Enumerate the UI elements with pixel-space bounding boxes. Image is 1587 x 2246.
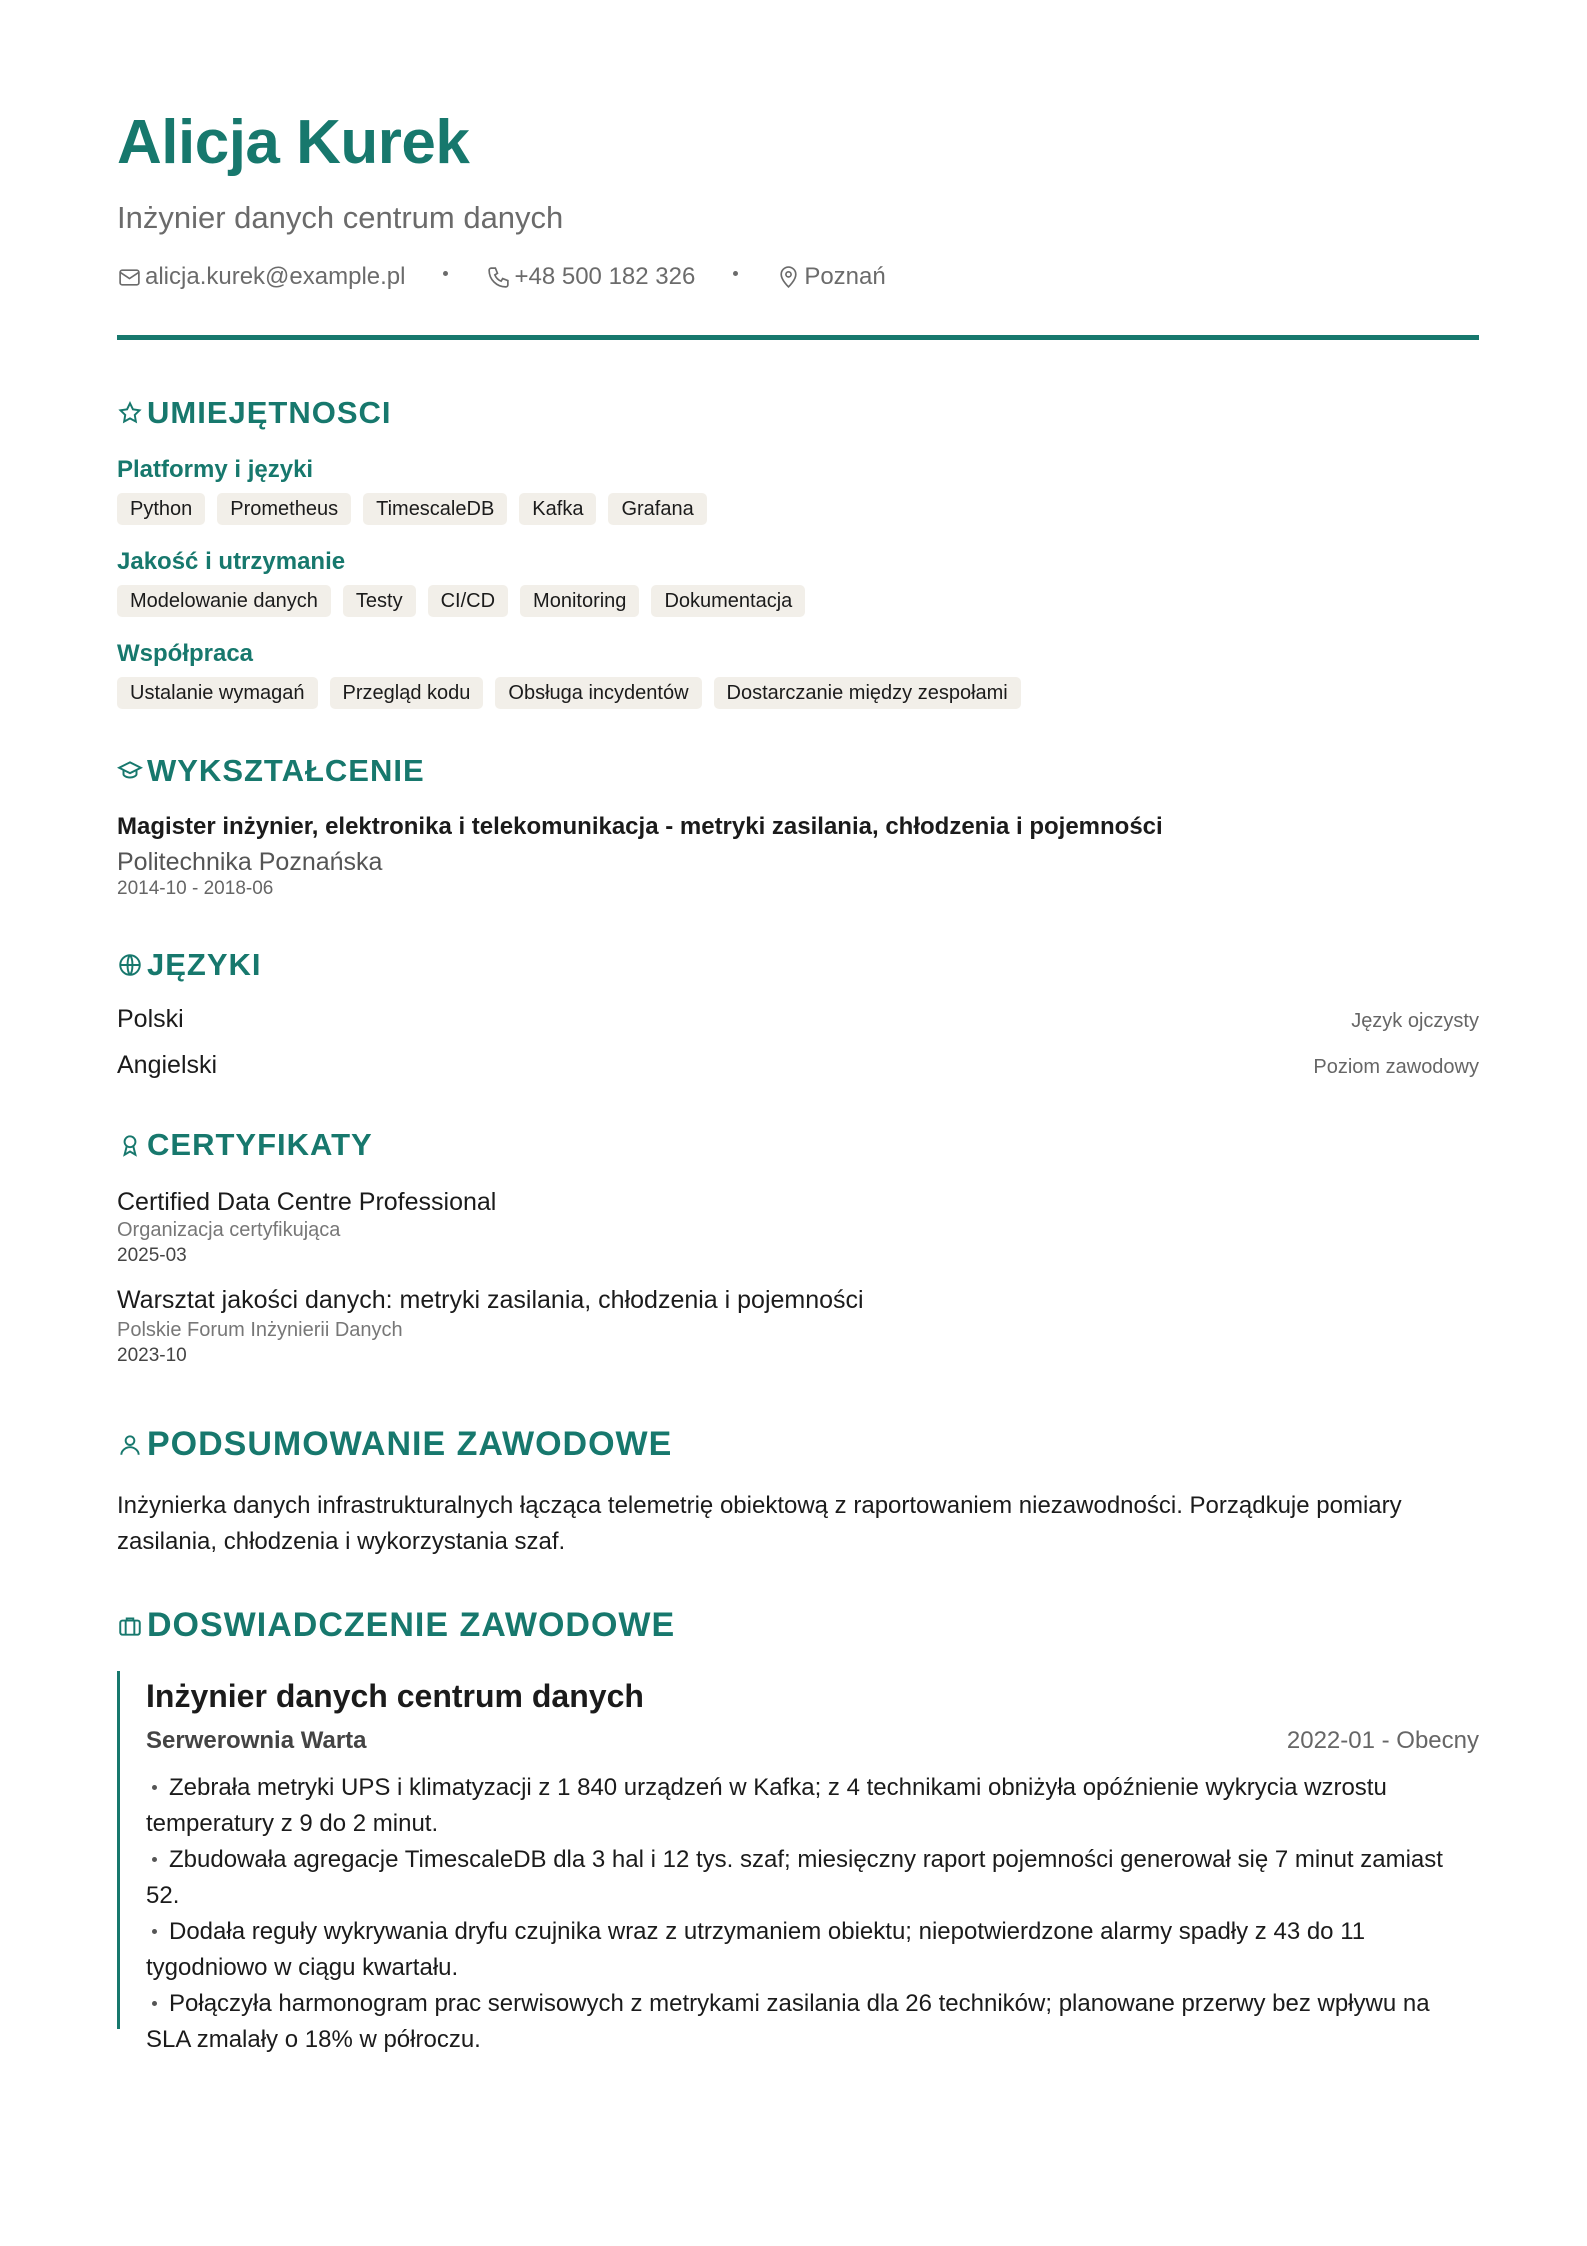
certificate-name: Certified Data Centre Professional [117, 1188, 497, 1216]
education-school: Politechnika Poznańska [117, 848, 383, 876]
language-name: Polski [117, 1005, 184, 1033]
skill-tag: Modelowanie danych [117, 585, 331, 617]
languages-section-title: JĘZYKI [117, 947, 262, 983]
skill-tag: Dokumentacja [651, 585, 805, 617]
award-icon [117, 1132, 143, 1158]
bullet-dot [152, 2001, 157, 2006]
job-dates: 2022-01 - Obecny [1286, 1727, 1479, 1754]
separator-dot [733, 271, 738, 276]
skill-tag: Monitoring [520, 585, 639, 617]
contact-email[interactable] [117, 263, 405, 291]
user-icon [117, 1432, 143, 1458]
phone-icon [486, 265, 511, 290]
skill-tags [117, 677, 1021, 709]
skill-tag: Kafka [519, 493, 596, 525]
job-bullet: Połączyła harmonogram prac serwisowych z metrykami zasilania dla 26 techników; planowane przerwy bez wpływu na SLA zmalały o 18% w półroczu. [146, 1990, 1430, 2053]
star-icon [117, 400, 143, 426]
language-level: Poziom zawodowy [1313, 1056, 1479, 1078]
separator-dot [443, 271, 448, 276]
job-company: Serwerownia Warta [146, 1727, 367, 1754]
skill-tag: Ustalanie wymagań [117, 677, 318, 709]
certificate-org: Organizacja certyfikująca [117, 1219, 341, 1241]
summary-section-title: PODSUMOWANIE ZAWODOWE [117, 1425, 672, 1464]
job-bullets [146, 1770, 1479, 2058]
experience-section-title: DOSWIADCZENIE ZAWODOWE [117, 1606, 675, 1645]
summary-text: Inżynierka danych infrastrukturalnych łącząca telemetrię obiektową z raportowaniem niezawodności. Porządkuje pomiary zasilania, chłodzenia i wykorzystania szaf. [117, 1492, 1402, 1555]
language-name: Angielski [117, 1051, 218, 1079]
candidate-name: Alicja Kurek [117, 108, 470, 177]
contact-bar [117, 263, 886, 291]
skill-tag: Testy [343, 585, 416, 617]
education-degree: Magister inżynier, elektronika i telekomunikacja - metryki zasilania, chłodzenia i pojemności [117, 813, 1163, 840]
email-text: alicja.kurek@example.pl [145, 263, 406, 290]
language-row [117, 1051, 1479, 1080]
phone-text: +48 500 182 326 [514, 263, 696, 290]
certificate-name: Warsztat jakości danych: metryki zasilania, chłodzenia i pojemności [117, 1286, 864, 1314]
header-divider [117, 335, 1479, 340]
education-dates: 2014-10 - 2018-06 [117, 878, 274, 899]
globe-icon [117, 952, 143, 978]
mail-icon [117, 265, 142, 290]
contact-location [776, 263, 885, 291]
skill-tag: Przegląd kodu [330, 677, 484, 709]
language-level: Język ojczysty [1351, 1010, 1479, 1032]
skill-tag: Prometheus [217, 493, 351, 525]
job-bullet: Zbudowała agregacje TimescaleDB dla 3 hal i 12 tys. szaf; miesięczny raport pojemności generował się 7 minut zamiast 52. [146, 1846, 1443, 1909]
graduation-cap-icon [117, 758, 143, 784]
language-row [117, 1005, 1479, 1034]
skill-group-label: Platformy i języki [117, 456, 314, 483]
location-text: Poznań [804, 263, 886, 290]
experience-entry [117, 1671, 1479, 2053]
certificate-date: 2025-03 [117, 1245, 187, 1266]
bullet-dot [152, 1785, 157, 1790]
skill-tags [117, 493, 707, 525]
job-bullet: Zebrała metryki UPS i klimatyzacji z 1 840 urządzeń w Kafka; z 4 technikami obniżyła opóźnienie wykrycia wzrostu temperatury z 9 do 2 minut. [146, 1774, 1387, 1837]
briefcase-icon [117, 1613, 143, 1639]
certificate-org: Polskie Forum Inżynierii Danych [117, 1319, 403, 1341]
map-pin-icon [776, 265, 801, 290]
skill-tag: Python [117, 493, 205, 525]
job-meta [146, 1727, 1479, 1755]
certificates-section-title: CERTYFIKATY [117, 1127, 373, 1163]
skill-group-label: Jakość i utrzymanie [117, 548, 346, 575]
bullet-dot [152, 1857, 157, 1862]
bullet-dot [152, 1929, 157, 1934]
skill-tag: Grafana [608, 493, 706, 525]
contact-phone[interactable] [486, 263, 695, 291]
skill-group-label: Współpraca [117, 640, 254, 667]
education-section-title: WYKSZTAŁCENIE [117, 753, 425, 789]
job-title: Inżynier danych centrum danych [146, 1678, 644, 1714]
skill-tag: Obsługa incydentów [495, 677, 701, 709]
skill-tag: CI/CD [428, 585, 508, 617]
skill-tag: TimescaleDB [363, 493, 507, 525]
skills-section-title: UMIEJĘTNOSCI [117, 395, 392, 431]
skill-tags [117, 585, 805, 617]
job-bullet: Dodała reguły wykrywania dryfu czujnika wraz z utrzymaniem obiektu; niepotwierdzone alarmy spadły z 43 do 11 tygodniowo w ciągu kwartału. [146, 1918, 1366, 1981]
certificate-date: 2023-10 [117, 1345, 187, 1366]
skill-tag: Dostarczanie między zespołami [714, 677, 1021, 709]
candidate-title: Inżynier danych centrum danych [117, 200, 564, 235]
